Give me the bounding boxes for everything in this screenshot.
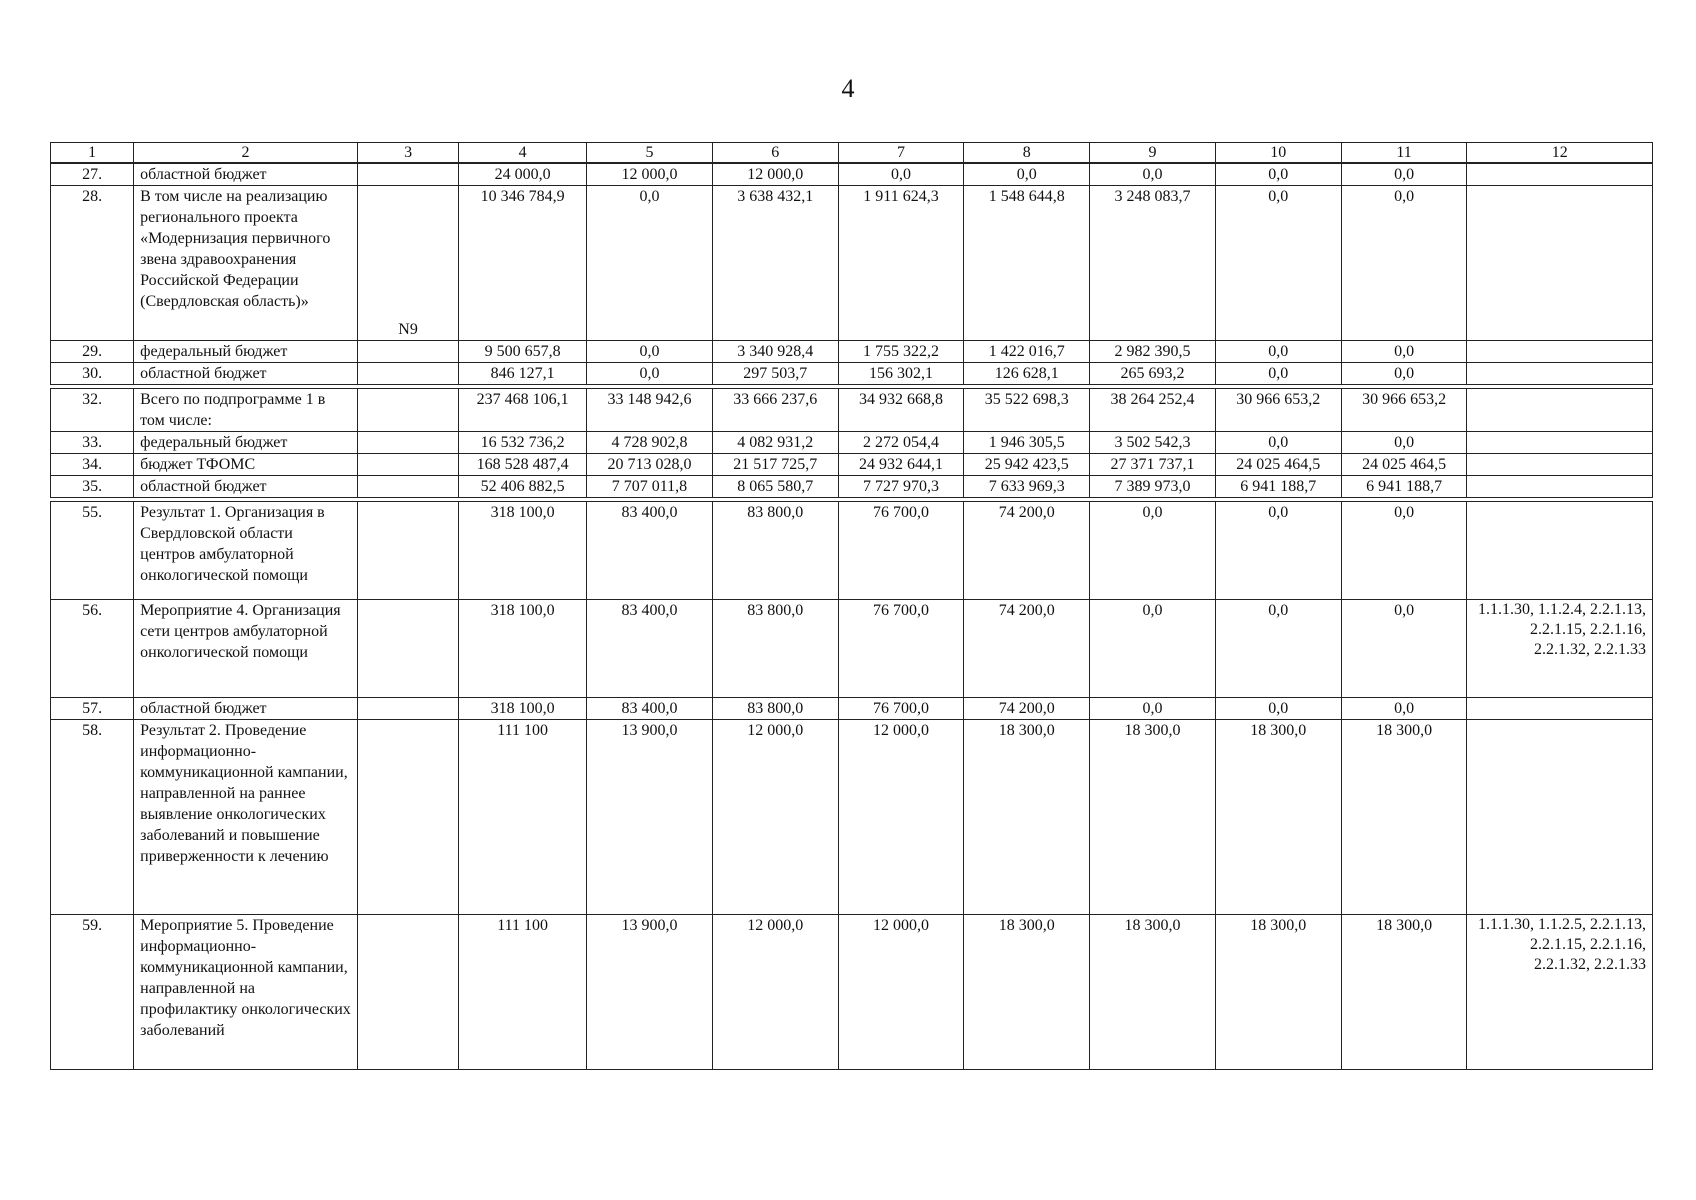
value-cell: 35 522 698,3 <box>964 389 1090 432</box>
table-row <box>51 389 1653 432</box>
value-cell: 265 693,2 <box>1090 363 1216 385</box>
value-cell: 18 300,0 <box>1341 720 1467 915</box>
value-cell: 318 100,0 <box>459 698 587 720</box>
value-cell: 4 728 902,8 <box>587 432 713 454</box>
value-cell: 18 300,0 <box>1090 915 1216 1070</box>
value-cell: 18 300,0 <box>964 720 1090 915</box>
row-targets: 1.1.1.30, 1.1.2.4, 2.2.1.13, 2.2.1.15, 2.2.1.16, 2.2.1.32, 2.2.1.33 <box>1467 600 1653 698</box>
value-cell: 0,0 <box>1215 502 1341 600</box>
value-cell: 1 911 624,3 <box>838 186 964 341</box>
value-cell: 38 264 252,4 <box>1090 389 1216 432</box>
row-name: бюджет ТФОМС <box>134 454 358 476</box>
row-targets <box>1467 363 1653 385</box>
value-cell: 1 946 305,5 <box>964 432 1090 454</box>
table-row <box>51 341 1653 363</box>
row-targets: 1.1.1.30, 1.1.2.5, 2.2.1.13, 2.2.1.15, 2.2.1.16, 2.2.1.32, 2.2.1.33 <box>1467 915 1653 1070</box>
value-cell: 0,0 <box>587 186 713 341</box>
value-cell: 18 300,0 <box>1341 915 1467 1070</box>
value-cell: 6 941 188,7 <box>1341 476 1467 498</box>
value-cell: 237 468 106,1 <box>459 389 587 432</box>
value-cell: 7 727 970,3 <box>838 476 964 498</box>
row-targets <box>1467 389 1653 432</box>
row-targets <box>1467 454 1653 476</box>
row-number: 27. <box>51 164 134 186</box>
header-cell: 8 <box>964 143 1090 163</box>
value-cell: 0,0 <box>587 363 713 385</box>
value-cell: 83 800,0 <box>712 600 838 698</box>
value-cell: 0,0 <box>1341 600 1467 698</box>
row-code <box>357 389 458 432</box>
value-cell: 83 800,0 <box>712 502 838 600</box>
value-cell: 12 000,0 <box>712 720 838 915</box>
row-number: 32. <box>51 389 134 432</box>
value-cell: 0,0 <box>1090 502 1216 600</box>
value-cell: 2 272 054,4 <box>838 432 964 454</box>
value-cell: 846 127,1 <box>459 363 587 385</box>
row-code <box>357 164 458 186</box>
table-row <box>51 454 1653 476</box>
value-cell: 33 666 237,6 <box>712 389 838 432</box>
row-name: областной бюджет <box>134 164 358 186</box>
value-cell: 3 248 083,7 <box>1090 186 1216 341</box>
row-code <box>357 432 458 454</box>
value-cell: 76 700,0 <box>838 502 964 600</box>
header-cell: 4 <box>459 143 587 163</box>
value-cell: 76 700,0 <box>838 698 964 720</box>
value-cell: 0,0 <box>1341 186 1467 341</box>
header-cell: 5 <box>587 143 713 163</box>
header-cell: 9 <box>1090 143 1216 163</box>
table-row <box>51 502 1653 600</box>
value-cell: 3 638 432,1 <box>712 186 838 341</box>
value-cell: 34 932 668,8 <box>838 389 964 432</box>
row-number: 56. <box>51 600 134 698</box>
table-block-2 <box>50 388 1653 498</box>
row-number: 33. <box>51 432 134 454</box>
value-cell: 0,0 <box>1215 600 1341 698</box>
row-code <box>357 341 458 363</box>
row-name: областной бюджет <box>134 476 358 498</box>
header-cell: 10 <box>1215 143 1341 163</box>
header-row <box>51 143 1653 163</box>
value-cell: 0,0 <box>1215 432 1341 454</box>
value-cell: 0,0 <box>1341 341 1467 363</box>
value-cell: 0,0 <box>1215 363 1341 385</box>
value-cell: 13 900,0 <box>587 915 713 1070</box>
value-cell: 0,0 <box>1090 600 1216 698</box>
table-row <box>51 600 1653 698</box>
row-number: 29. <box>51 341 134 363</box>
value-cell: 297 503,7 <box>712 363 838 385</box>
table-block-1 <box>50 163 1653 385</box>
table-header <box>50 142 1653 163</box>
row-name: областной бюджет <box>134 698 358 720</box>
row-targets <box>1467 720 1653 915</box>
row-number: 28. <box>51 186 134 341</box>
row-code: N9 <box>357 186 458 341</box>
row-number: 58. <box>51 720 134 915</box>
value-cell: 2 982 390,5 <box>1090 341 1216 363</box>
page-number: 4 <box>841 74 855 103</box>
value-cell: 0,0 <box>1341 432 1467 454</box>
value-cell: 24 025 464,5 <box>1341 454 1467 476</box>
value-cell: 25 942 423,5 <box>964 454 1090 476</box>
value-cell: 83 800,0 <box>712 698 838 720</box>
header-cell: 3 <box>357 143 458 163</box>
value-cell: 1 422 016,7 <box>964 341 1090 363</box>
row-targets <box>1467 432 1653 454</box>
value-cell: 8 065 580,7 <box>712 476 838 498</box>
value-cell: 18 300,0 <box>1215 915 1341 1070</box>
row-targets <box>1467 164 1653 186</box>
value-cell: 1 755 322,2 <box>838 341 964 363</box>
value-cell: 126 628,1 <box>964 363 1090 385</box>
value-cell: 12 000,0 <box>587 164 713 186</box>
value-cell: 27 371 737,1 <box>1090 454 1216 476</box>
value-cell: 0,0 <box>1215 341 1341 363</box>
value-cell: 1 548 644,8 <box>964 186 1090 341</box>
value-cell: 168 528 487,4 <box>459 454 587 476</box>
table-row <box>51 915 1653 1070</box>
value-cell: 4 082 931,2 <box>712 432 838 454</box>
row-code <box>357 454 458 476</box>
table-row <box>51 720 1653 915</box>
row-number: 59. <box>51 915 134 1070</box>
value-cell: 0,0 <box>1341 502 1467 600</box>
value-cell: 18 300,0 <box>964 915 1090 1070</box>
value-cell: 16 532 736,2 <box>459 432 587 454</box>
value-cell: 0,0 <box>838 164 964 186</box>
row-name: Мероприятие 5. Проведение информационно-коммуникационной кампании, направленной на профилактику онкологических заболеваний <box>134 915 358 1070</box>
value-cell: 24 932 644,1 <box>838 454 964 476</box>
value-cell: 24 025 464,5 <box>1215 454 1341 476</box>
value-cell: 7 389 973,0 <box>1090 476 1216 498</box>
value-cell: 83 400,0 <box>587 698 713 720</box>
table-row <box>51 698 1653 720</box>
row-targets <box>1467 186 1653 341</box>
value-cell: 18 300,0 <box>1215 720 1341 915</box>
value-cell: 30 966 653,2 <box>1341 389 1467 432</box>
row-name: областной бюджет <box>134 363 358 385</box>
table-row <box>51 432 1653 454</box>
value-cell: 18 300,0 <box>1090 720 1216 915</box>
value-cell: 33 148 942,6 <box>587 389 713 432</box>
value-cell: 7 633 969,3 <box>964 476 1090 498</box>
row-number: 35. <box>51 476 134 498</box>
header-cell: 2 <box>134 143 358 163</box>
value-cell: 0,0 <box>587 341 713 363</box>
value-cell: 0,0 <box>1090 698 1216 720</box>
value-cell: 74 200,0 <box>964 698 1090 720</box>
row-code <box>357 698 458 720</box>
row-code <box>357 720 458 915</box>
value-cell: 12 000,0 <box>712 164 838 186</box>
value-cell: 30 966 653,2 <box>1215 389 1341 432</box>
row-number: 55. <box>51 502 134 600</box>
row-name: Мероприятие 4. Организация сети центров амбулаторной онкологической помощи <box>134 600 358 698</box>
row-name: Результат 2. Проведение информационно-коммуникационной кампании, направленной на раннее выявление онкологических заболеваний и повышение приверженности к лечению <box>134 720 358 915</box>
table-row <box>51 363 1653 385</box>
value-cell: 24 000,0 <box>459 164 587 186</box>
value-cell: 21 517 725,7 <box>712 454 838 476</box>
row-name: Всего по подпрограмме 1 в том числе: <box>134 389 358 432</box>
header-cell: 6 <box>712 143 838 163</box>
value-cell: 12 000,0 <box>838 720 964 915</box>
value-cell: 76 700,0 <box>838 600 964 698</box>
row-number: 34. <box>51 454 134 476</box>
value-cell: 9 500 657,8 <box>459 341 587 363</box>
header-cell: 7 <box>838 143 964 163</box>
value-cell: 0,0 <box>1215 164 1341 186</box>
row-code <box>357 502 458 600</box>
value-cell: 0,0 <box>1341 698 1467 720</box>
value-cell: 156 302,1 <box>838 363 964 385</box>
row-name: федеральный бюджет <box>134 341 358 363</box>
value-cell: 74 200,0 <box>964 502 1090 600</box>
row-code <box>357 363 458 385</box>
row-code <box>357 600 458 698</box>
value-cell: 3 340 928,4 <box>712 341 838 363</box>
row-code <box>357 915 458 1070</box>
value-cell: 6 941 188,7 <box>1215 476 1341 498</box>
row-targets <box>1467 341 1653 363</box>
header-cell: 12 <box>1467 143 1653 163</box>
header-cell: 1 <box>51 143 134 163</box>
value-cell: 74 200,0 <box>964 600 1090 698</box>
row-name: Результат 1. Организация в Свердловской области центров амбулаторной онкологической помощи <box>134 502 358 600</box>
table-block-3 <box>50 501 1653 1070</box>
row-number: 30. <box>51 363 134 385</box>
value-cell: 83 400,0 <box>587 502 713 600</box>
value-cell: 318 100,0 <box>459 502 587 600</box>
table-row <box>51 164 1653 186</box>
value-cell: 7 707 011,8 <box>587 476 713 498</box>
row-targets <box>1467 502 1653 600</box>
value-cell: 0,0 <box>1341 164 1467 186</box>
value-cell: 111 100 <box>459 915 587 1070</box>
value-cell: 0,0 <box>964 164 1090 186</box>
table-row <box>51 476 1653 498</box>
value-cell: 52 406 882,5 <box>459 476 587 498</box>
value-cell: 12 000,0 <box>838 915 964 1070</box>
value-cell: 0,0 <box>1341 363 1467 385</box>
row-name: федеральный бюджет <box>134 432 358 454</box>
row-targets <box>1467 476 1653 498</box>
value-cell: 0,0 <box>1215 698 1341 720</box>
value-cell: 12 000,0 <box>712 915 838 1070</box>
value-cell: 20 713 028,0 <box>587 454 713 476</box>
value-cell: 83 400,0 <box>587 600 713 698</box>
row-code <box>357 476 458 498</box>
value-cell: 13 900,0 <box>587 720 713 915</box>
budget-table <box>50 142 1653 1070</box>
value-cell: 0,0 <box>1215 186 1341 341</box>
row-targets <box>1467 698 1653 720</box>
value-cell: 3 502 542,3 <box>1090 432 1216 454</box>
value-cell: 0,0 <box>1090 164 1216 186</box>
value-cell: 318 100,0 <box>459 600 587 698</box>
value-cell: 111 100 <box>459 720 587 915</box>
table-row <box>51 186 1653 341</box>
row-number: 57. <box>51 698 134 720</box>
value-cell: 10 346 784,9 <box>459 186 587 341</box>
header-cell: 11 <box>1341 143 1467 163</box>
row-name: В том числе на реализацию регионального проекта «Модернизация первичного звена здравоохранения Российской Федерации (Свердловская область)» <box>134 186 358 341</box>
